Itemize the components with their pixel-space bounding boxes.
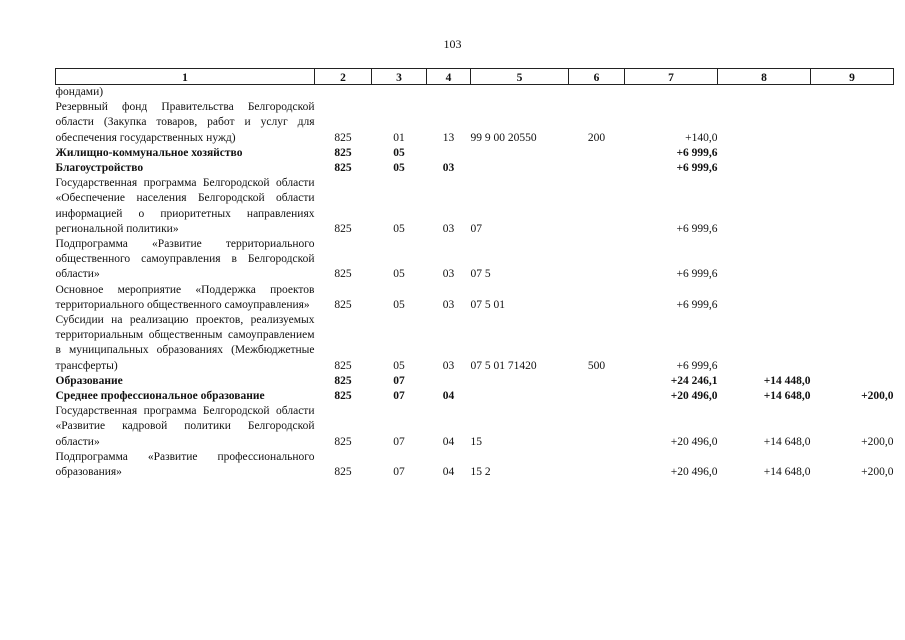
cell-amount-1: +6 999,6 (676, 162, 718, 175)
cell-subsection: 03 (442, 268, 455, 281)
cell-amount-3 (811, 176, 894, 237)
cell-expense-type: 200 (587, 131, 606, 144)
row-description: Государственная программа Белгородской области «Развитие кадровой политики Белгородской области» (55, 405, 315, 448)
cell-amount-3 (811, 146, 894, 161)
cell-amount-1: +6 999,6 (676, 359, 718, 372)
cell-target-article: 07 5 (470, 268, 491, 281)
cell-amount-1: +20 496,0 (670, 390, 718, 403)
cell-ministry-code: 825 (334, 390, 352, 403)
cell-subsection (427, 85, 471, 101)
cell-ministry-code: 825 (334, 298, 352, 311)
table-row (56, 237, 894, 283)
column-header: 4 (427, 69, 471, 85)
cell-target-article (471, 146, 569, 161)
column-header: 6 (569, 69, 625, 85)
cell-amount-3 (811, 85, 894, 101)
cell-amount-1: +6 999,6 (676, 146, 718, 159)
cell-expense-type (569, 374, 625, 389)
cell-target-article (471, 389, 569, 404)
cell-amount-2 (718, 146, 811, 161)
cell-target-article (471, 85, 569, 101)
cell-expense-type (569, 404, 625, 450)
cell-target-article (471, 374, 569, 389)
table-row (56, 176, 894, 237)
table-row (56, 450, 894, 480)
row-description: Резервный фонд Правительства Белгородской области (Закупка товаров, работ и услуг для обеспечения государственных нужд) (55, 101, 315, 144)
cell-subsection: 04 (442, 435, 455, 448)
cell-amount-1 (625, 85, 718, 101)
cell-amount-3: +200,0 (861, 466, 894, 479)
cell-expense-type (569, 176, 625, 237)
table-row (56, 146, 894, 161)
column-header: 5 (471, 69, 569, 85)
budget-table (55, 68, 894, 480)
cell-target-article: 15 (470, 435, 482, 448)
cell-amount-2 (718, 85, 811, 101)
cell-section: 05 (393, 268, 405, 281)
cell-amount-1: +140,0 (685, 131, 718, 144)
cell-expense-type (569, 389, 625, 404)
table-body (56, 85, 894, 481)
cell-amount-1: +20 496,0 (670, 466, 718, 479)
column-header: 9 (811, 69, 894, 85)
cell-section: 05 (393, 222, 405, 235)
table-row (56, 283, 894, 313)
cell-ministry-code: 825 (334, 435, 352, 448)
cell-subsection: 03 (442, 298, 455, 311)
cell-subsection: 03 (442, 162, 455, 175)
column-header: 2 (315, 69, 372, 85)
cell-amount-3 (811, 313, 894, 374)
cell-subsection: 04 (442, 390, 455, 403)
cell-amount-3 (811, 237, 894, 283)
table-row (56, 389, 894, 404)
cell-amount-1: +6 999,6 (676, 298, 718, 311)
row-description: Подпрограмма «Развитие профессионального образования» (55, 450, 315, 479)
row-description: Жилищно-коммунальное хозяйство (55, 146, 243, 159)
cell-subsection (427, 374, 471, 389)
cell-target-article: 07 5 01 71420 (470, 359, 537, 372)
cell-ministry-code (315, 85, 372, 101)
cell-amount-2: +14 648,0 (763, 390, 811, 403)
cell-target-article: 07 (470, 222, 482, 235)
cell-amount-2 (718, 100, 811, 146)
cell-expense-type (569, 450, 625, 480)
cell-section: 05 (393, 162, 405, 175)
row-description: Основное мероприятие «Поддержка проектов территориального общественного самоуправления» (55, 283, 315, 311)
row-description: фондами) (55, 86, 104, 98)
cell-amount-3 (811, 100, 894, 146)
cell-expense-type (569, 146, 625, 161)
cell-section: 07 (393, 374, 405, 387)
table-header-row (56, 69, 894, 85)
column-header: 8 (718, 69, 811, 85)
cell-ministry-code: 825 (334, 222, 352, 235)
cell-ministry-code: 825 (334, 146, 352, 159)
column-header: 7 (625, 69, 718, 85)
row-description: Государственная программа Белгородской области «Обеспечение населения Белгородской области информацией о приоритетных направлениях региональной политики» (55, 177, 315, 235)
cell-section: 07 (393, 466, 405, 479)
cell-subsection: 13 (442, 131, 455, 144)
cell-amount-1: +20 496,0 (670, 435, 718, 448)
row-description: Подпрограмма «Развитие территориального общественного самоуправления в Белгородской области» (55, 238, 315, 281)
cell-ministry-code: 825 (334, 466, 352, 479)
row-description: Субсидии на реализацию проектов, реализуемых территориальным общественным самоуправлением в муниципальных образованиях (Межбюджетные трансферты) (55, 314, 315, 372)
cell-amount-3 (811, 283, 894, 313)
cell-subsection: 03 (442, 359, 455, 372)
cell-amount-1: +6 999,6 (676, 222, 718, 235)
cell-amount-3 (811, 374, 894, 389)
cell-target-article (471, 161, 569, 176)
table-row (56, 374, 894, 389)
cell-target-article: 15 2 (470, 466, 491, 479)
cell-amount-2 (718, 237, 811, 283)
cell-amount-2 (718, 313, 811, 374)
cell-amount-3: +200,0 (861, 390, 894, 403)
cell-subsection: 03 (442, 222, 455, 235)
cell-subsection (427, 146, 471, 161)
cell-amount-2: +14 648,0 (763, 466, 811, 479)
table-row (56, 85, 894, 101)
row-description: Образование (55, 374, 123, 387)
column-header: 3 (372, 69, 427, 85)
row-description: Благоустройство (55, 162, 144, 175)
cell-expense-type (569, 237, 625, 283)
cell-ministry-code: 825 (334, 374, 352, 387)
cell-target-article: 99 9 00 20550 (470, 131, 537, 144)
cell-section: 07 (393, 390, 405, 403)
cell-amount-1: +24 246,1 (670, 374, 718, 387)
cell-amount-2 (718, 161, 811, 176)
cell-amount-1: +6 999,6 (676, 268, 718, 281)
cell-amount-2 (718, 283, 811, 313)
page-number: 103 (443, 37, 462, 51)
cell-amount-3 (811, 161, 894, 176)
table-row (56, 161, 894, 176)
cell-section: 01 (393, 131, 405, 144)
cell-subsection: 04 (442, 466, 455, 479)
cell-expense-type (569, 161, 625, 176)
cell-target-article: 07 5 01 (470, 298, 505, 311)
cell-amount-3: +200,0 (861, 435, 894, 448)
table-row (56, 404, 894, 450)
cell-amount-2: +14 448,0 (763, 374, 811, 387)
table-row (56, 100, 894, 146)
table-row (56, 313, 894, 374)
cell-amount-2 (718, 176, 811, 237)
row-description: Среднее профессиональное образование (55, 390, 265, 403)
cell-section: 05 (393, 146, 405, 159)
cell-section (372, 85, 427, 101)
cell-ministry-code: 825 (334, 131, 352, 144)
cell-amount-2: +14 648,0 (763, 435, 811, 448)
column-header: 1 (56, 69, 315, 85)
cell-expense-type: 500 (587, 359, 606, 372)
cell-section: 07 (393, 435, 405, 448)
cell-ministry-code: 825 (334, 268, 352, 281)
cell-ministry-code: 825 (334, 359, 352, 372)
cell-expense-type (569, 283, 625, 313)
cell-ministry-code: 825 (334, 162, 352, 175)
cell-section: 05 (393, 298, 405, 311)
cell-section: 05 (393, 359, 405, 372)
cell-expense-type (569, 85, 625, 101)
